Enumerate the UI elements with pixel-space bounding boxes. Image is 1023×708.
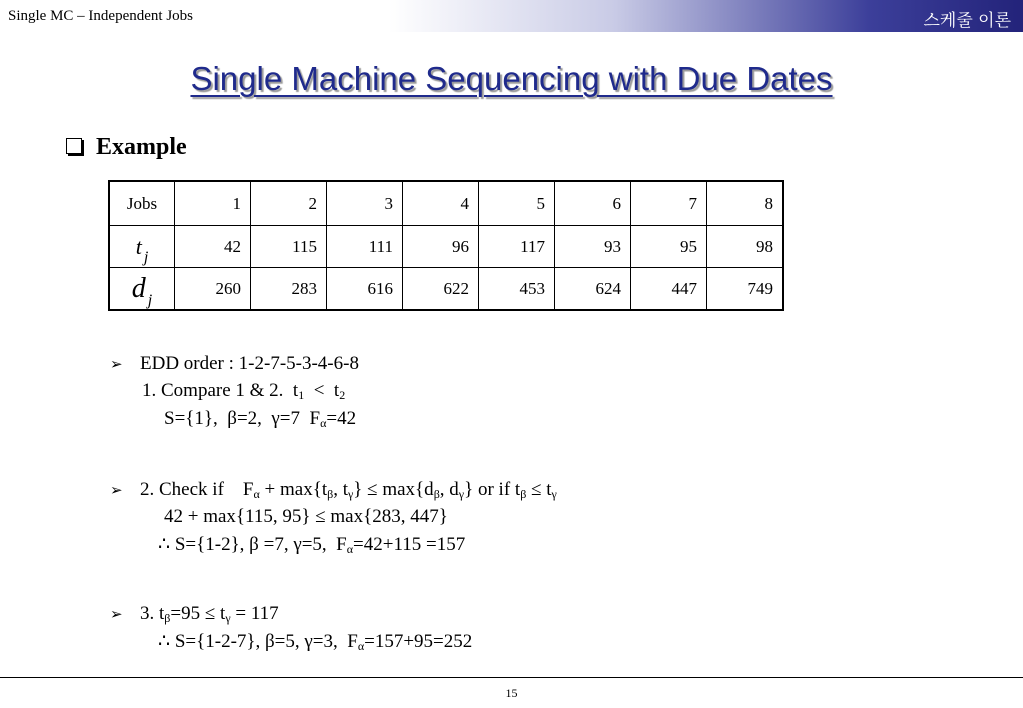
set-line: S={1}, β=2, γ=7 $F_\alpha=42$: [164, 408, 357, 430]
processing-time-cell: 115: [251, 226, 327, 268]
table-row: [109, 268, 783, 311]
job-number-cell: 5: [479, 181, 555, 226]
due-date-cell: 749: [707, 268, 784, 311]
header-right-text: 스케줄 이론: [923, 11, 1011, 31]
section-label: Example: [96, 134, 187, 160]
due-date-cell: 260: [175, 268, 251, 311]
due-date-cell: 624: [555, 268, 631, 311]
job-number-cell: 1: [175, 181, 251, 226]
header-left-text: Single MC – Independent Jobs: [8, 8, 193, 24]
slide-title: Single Machine Sequencing with Due Dates: [190, 60, 833, 97]
header-bar: [0, 0, 1023, 32]
processing-time-cell: 111: [327, 226, 403, 268]
due-date-cell: 616: [327, 268, 403, 311]
bullet-item-check: ➢ 2. Check if $F_\alpha + \max\{t_\beta$, $t_\gamma\} \le \max\{d_\beta$, $d_\gamma$} or if $t_\beta \le t_\gamma$: [110, 476, 557, 508]
arrow-bullet-icon: ➢: [110, 605, 123, 623]
table-header-cell: Jobs: [109, 181, 175, 226]
job-number-cell: 2: [251, 181, 327, 226]
table-row: [109, 181, 783, 226]
edd-order-text: EDD order : 1-2-7-5-3-4-6-8: [140, 353, 359, 374]
arrow-bullet-icon: ➢: [110, 481, 123, 499]
processing-time-cell: 42: [175, 226, 251, 268]
job-number-cell: 8: [707, 181, 784, 226]
due-date-cell: 453: [479, 268, 555, 311]
job-number-cell: 7: [631, 181, 707, 226]
processing-time-cell: 93: [555, 226, 631, 268]
bullet-item-step3: ➢ 3. $t_\beta=95 \le t_\gamma = 117$: [110, 600, 279, 632]
processing-time-cell: 117: [479, 226, 555, 268]
processing-time-cell: 98: [707, 226, 784, 268]
due-date-cell: 447: [631, 268, 707, 311]
bullet-item-edd: [110, 350, 359, 378]
table-row: [109, 226, 783, 268]
section-heading: [66, 134, 187, 161]
checkbox-bullet-icon: [66, 138, 82, 154]
page-number: 15: [505, 686, 518, 700]
footer-divider: [0, 677, 1023, 678]
processing-time-label: t j: [109, 226, 175, 268]
check-result-line: ∴ S={1-2}, β =7, γ=5, $F_\alpha=42+115 =157$: [158, 534, 466, 556]
compare-line: 1. Compare 1 & 2. $t_1 < t_2$: [142, 380, 346, 402]
job-number-cell: 4: [403, 181, 479, 226]
processing-time-cell: 96: [403, 226, 479, 268]
arrow-bullet-icon: ➢: [110, 355, 123, 373]
due-date-cell: 622: [403, 268, 479, 311]
job-number-cell: 6: [555, 181, 631, 226]
processing-time-cell: 95: [631, 226, 707, 268]
due-date-cell: 283: [251, 268, 327, 311]
jobs-table: [108, 180, 784, 311]
check-values-line: 42 + max{115, 95} ≤ max{283, 447}: [164, 506, 448, 527]
step3-result-line: ∴ S={1-2-7}, β=5, γ=3, $F_\alpha=157+95=252$: [158, 631, 473, 653]
job-number-cell: 3: [327, 181, 403, 226]
due-date-label: d j: [109, 268, 175, 311]
